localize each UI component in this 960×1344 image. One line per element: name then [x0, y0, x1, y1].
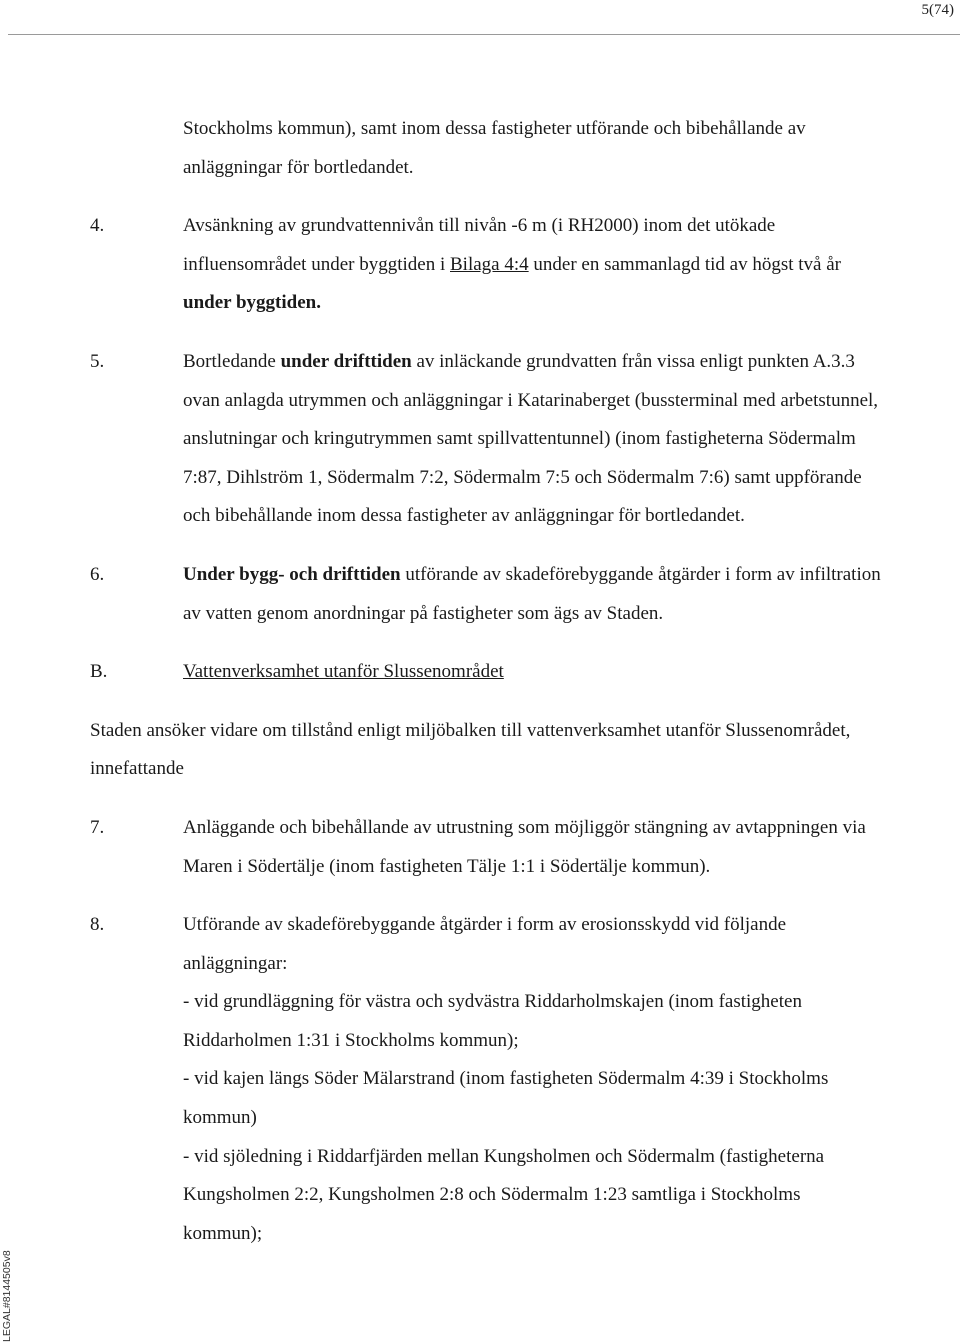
list-item-7 — [0, 809, 883, 886]
bullet-item: - vid kajen längs Söder Mälarstrand (inom fastigheten Södermalm 4:39 i Stockholms kommun) — [183, 1068, 829, 1129]
item-text: Anläggande och bibehållande av utrustning som möjliggör stängning av avtappningen via Maren i Södertälje (inom fastigheten Tälje 1:1 i Södertälje kommun). — [183, 816, 866, 877]
item-text: av inläckande grundvatten från vissa enligt punkten A.3.3 ovan anlagda utrymmen och anläggningar i Katarinaberget (bussterminal med arbetstunnel, anslutningar och kringutrymmen samt spillvattentunnel) (inom fastigheterna Södermalm 7:87, Dihlström 1, Södermalm 7:2, Södermalm 7:5 och Södermalm 7:6) samt uppförande och bibehållande inom dessa fastigheter av anläggningar för bortledandet. — [183, 350, 879, 527]
document-body — [0, 110, 960, 1253]
bullet-item: - vid sjöledning i Riddarfjärden mellan Kungsholmen och Södermalm (fastigheterna Kungsholmen 2:2, Kungsholmen 2:8 och Södermalm 1:23 samtliga i Stockholms kommun); — [183, 1145, 825, 1244]
list-item-5 — [0, 343, 883, 536]
section-b-heading — [0, 653, 883, 692]
intro-paragraph: Staden ansöker vidare om tillstånd enligt miljöbalken till vattenverksamhet utanför Slussenområdet, innefattande — [90, 719, 851, 780]
item-text: Bortledande — [183, 350, 281, 372]
bold-phrase: Under bygg- och drifttiden — [183, 563, 401, 585]
bilaga-link[interactable]: Bilaga 4:4 — [450, 253, 529, 275]
section-letter: B. — [90, 661, 108, 683]
item-number: 5. — [90, 350, 105, 372]
list-item-4 — [0, 207, 883, 323]
item-text: under en sammanlagd tid av högst två år — [528, 253, 841, 275]
item-number: 4. — [90, 215, 105, 237]
item-number: 8. — [90, 914, 105, 936]
legal-doc-id: LEGAL#8144505v8 — [1, 1250, 13, 1342]
bold-phrase: under drifttiden — [280, 350, 412, 372]
item-text: Utförande av skadeförebyggande åtgärder i form av erosionsskydd vid följande anläggningar: — [183, 914, 787, 974]
item-text: utförande av skadeförebyggande åtgärder i form av infiltration av vatten genom anordningar på fastigheter som ägs av Staden. — [183, 563, 881, 624]
list-item-6 — [0, 556, 883, 633]
bold-phrase: under byggtiden. — [183, 292, 321, 314]
item-text: Avsänkning av grundvattennivån till nivån -6 m (i RH2000) inom det utökade influensområdet under byggtiden i — [183, 215, 776, 275]
item-number: 6. — [90, 563, 105, 585]
list-item-8 — [0, 906, 883, 1253]
section-title: Vattenverksamhet utanför Slussenområdet — [183, 661, 504, 683]
bullet-item: - vid grundläggning för västra och sydvästra Riddarholmskajen (inom fastigheten Riddarholmen 1:31 i Stockholms kommun); — [183, 991, 802, 1051]
continuation-paragraph: Stockholms kommun), samt inom dessa fastigheter utförande och bibehållande av anläggningar för bortledandet. — [183, 118, 806, 178]
page-number: 5(74) — [921, 2, 954, 18]
item-number: 7. — [90, 816, 105, 838]
header-rule — [8, 34, 960, 35]
